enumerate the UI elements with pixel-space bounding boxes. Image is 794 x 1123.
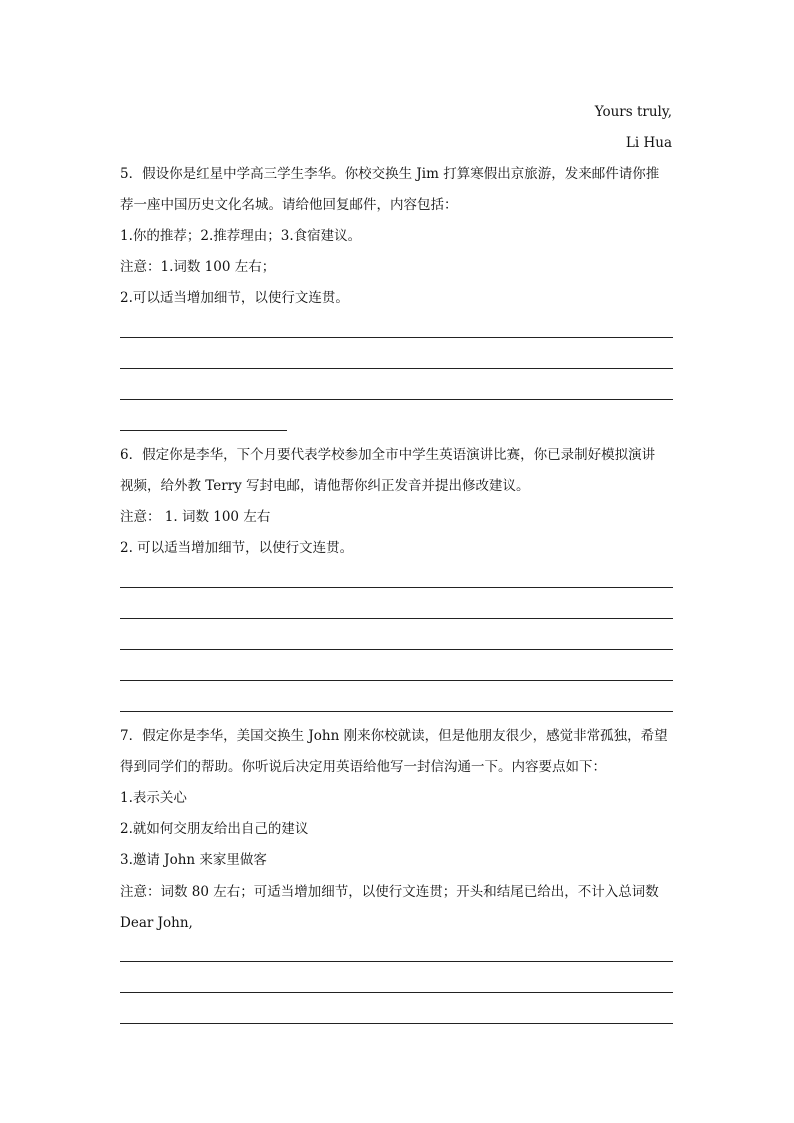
q5-prompt-line-2: 荐一座中国历史文化名城。请给他回复邮件，内容包括： xyxy=(120,197,458,213)
q5-points: 1.你的推荐；2.推荐理由；3.食宿建议。 xyxy=(120,228,362,244)
answer-line[interactable] xyxy=(120,337,673,338)
answer-line[interactable] xyxy=(120,1023,673,1024)
answer-line[interactable] xyxy=(120,711,673,712)
q7-point-2: 2.就如何交朋友给出自己的建议 xyxy=(120,821,309,837)
answer-line[interactable] xyxy=(120,587,673,588)
q6-note-2: 2. 可以适当增加细节，以使行文连贯。 xyxy=(120,540,354,556)
answer-line[interactable] xyxy=(120,680,673,681)
q7-point-1: 1.表示关心 xyxy=(120,790,187,806)
answer-line[interactable] xyxy=(120,992,673,993)
q7-salutation: Dear John, xyxy=(120,915,193,931)
q6-note-1: 注意： 1. 词数 100 左右 xyxy=(120,509,271,525)
q7-point-3: 3.邀请 John 来家里做客 xyxy=(120,852,267,868)
closing-sign-off: Yours truly, xyxy=(594,104,672,120)
closing-signature: Li Hua xyxy=(625,135,672,151)
q7-prompt-line-2: 得到同学们的帮助。你听说后决定用英语给他写一封信沟通一下。内容要点如下： xyxy=(120,759,606,775)
q7-prompt-line-1: 7．假定你是李华，美国交换生 John 刚来你校就读，但是他朋友很少，感觉非常孤独，希望 xyxy=(120,728,668,744)
answer-line[interactable] xyxy=(120,430,287,431)
q7-note: 注意：词数 80 左右；可适当增加细节，以使行文连贯；开头和结尾已给出，不计入总词数 xyxy=(120,884,659,900)
q5-prompt-line-1: 5．假设你是红星中学高三学生李华。你校交换生 Jim 打算寒假出京旅游，发来邮件请你推 xyxy=(120,166,660,182)
answer-line[interactable] xyxy=(120,399,673,400)
answer-line[interactable] xyxy=(120,649,673,650)
q5-note-1: 注意：1.词数 100 左右； xyxy=(120,259,276,275)
answer-line[interactable] xyxy=(120,618,673,619)
answer-line[interactable] xyxy=(120,368,673,369)
answer-line[interactable] xyxy=(120,961,673,962)
q5-note-2: 2.可以适当增加细节，以使行文连贯。 xyxy=(120,290,349,306)
q6-prompt-line-2: 视频，给外教 Terry 写封电邮，请他帮你纠正发音并提出修改建议。 xyxy=(120,478,530,494)
q6-prompt-line-1: 6．假定你是李华，下个月要代表学校参加全市中学生英语演讲比赛，你已录制好模拟演讲 xyxy=(120,447,656,463)
